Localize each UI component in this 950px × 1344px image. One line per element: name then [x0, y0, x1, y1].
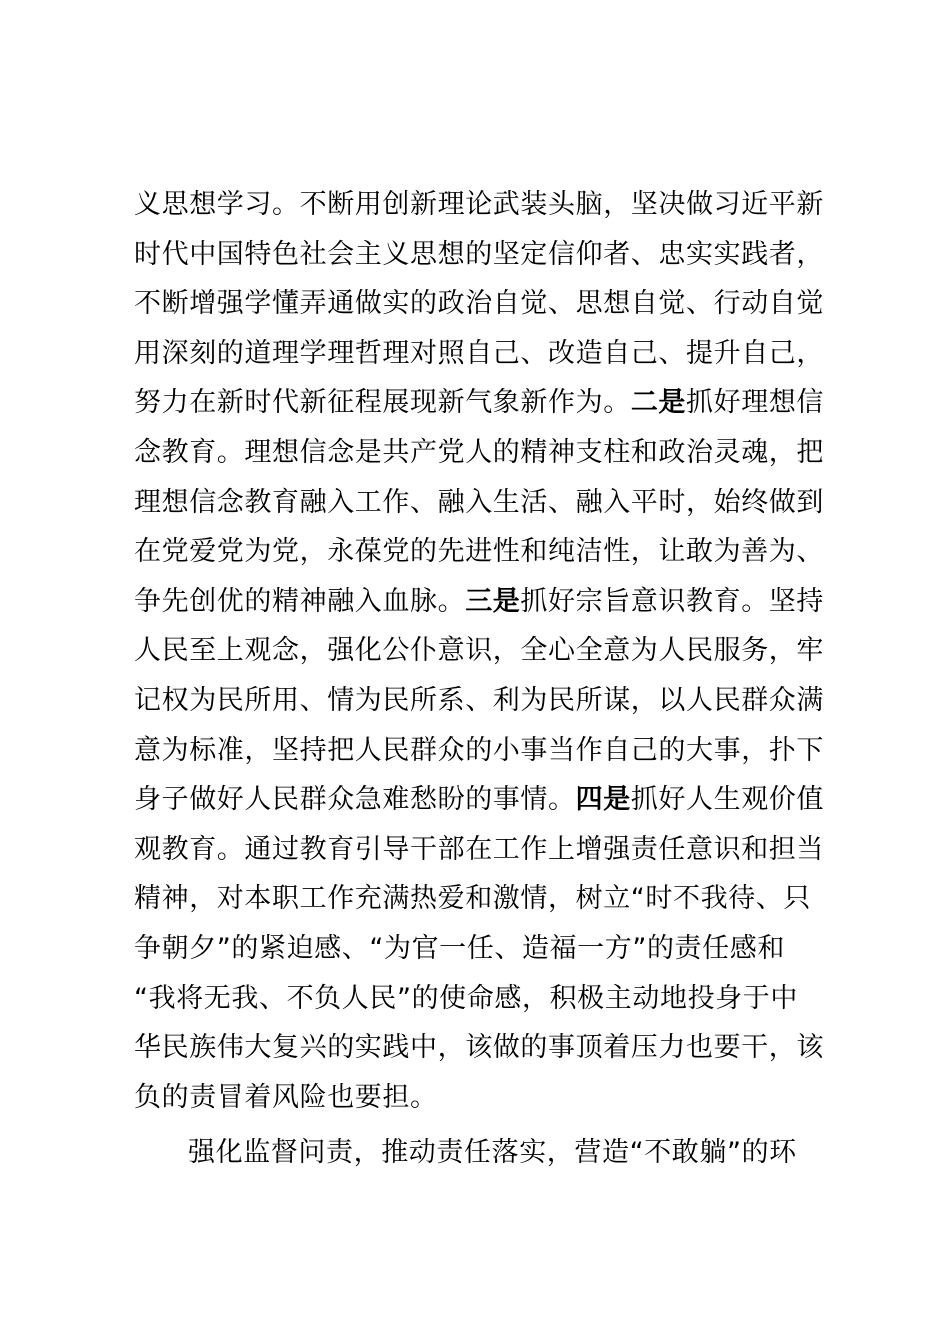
text-line: 观教育。通过教育引导干部在工作上增强责任意识和担当	[134, 833, 824, 865]
bold-marker: 三是	[465, 585, 521, 617]
text-run: 身子做好人民群众急难愁盼的事情。	[134, 784, 576, 816]
text-line: 理想信念教育融入工作、融入生活、融入平时，始终做到	[134, 486, 824, 518]
bold-marker: 四是	[575, 784, 631, 816]
text-line: 时代中国特色社会主义思想的坚定信仰者、忠实实践者，	[134, 238, 824, 270]
text-line: 精神，对本职工作充满热爱和激情，树立“时不我待、只	[134, 883, 811, 915]
text-line: 争朝夕”的紧迫感、“为官一任、造福一方”的责任感和	[134, 932, 785, 964]
text-line: “我将无我、不负人民”的使命感，积极主动地投身于中	[134, 982, 798, 1014]
text-line: 念教育。理想信念是共产党人的精神支柱和政治灵魂，把	[134, 436, 824, 468]
text-run: 努力在新时代新征程展现新气象新作为。	[134, 387, 631, 419]
text-line: 在党爱党为党，永葆党的先进性和纯洁性，让敢为善为、	[134, 536, 824, 568]
text-line	[134, 775, 834, 825]
text-run: 抓好人生观价值	[630, 784, 825, 816]
text-line: 人民至上观念，强化公仆意识，全心全意为人民服务，牢	[134, 635, 824, 667]
text-line: 义思想学习。不断用创新理论武装头脑，坚决做习近平新	[134, 189, 824, 220]
text-line: 用深刻的道理学理哲理对照自己、改造自己、提升自己，	[134, 337, 824, 369]
text-line: 华民族伟大复兴的实践中，该做的事顶着压力也要干，该	[134, 1032, 824, 1064]
text-run: 抓好理想信	[686, 387, 825, 419]
body-text	[134, 180, 834, 1178]
text-line	[134, 577, 834, 627]
text-line	[134, 378, 834, 428]
text-run: 抓好宗旨意识教育。坚持	[520, 585, 825, 617]
text-line: 记权为民所用、情为民所系、利为民所谋，以人民群众满	[134, 684, 824, 716]
text-line: 意为标准，坚持把人民群众的小事当作自己的大事，扑下	[134, 734, 824, 766]
text-line: 不断增强学懂弄通做实的政治自觉、思想自觉、行动自觉	[134, 288, 824, 320]
text-run: 争先创优的精神融入血脉。	[134, 585, 466, 617]
text-line: 负的责冒着风险也要担。	[134, 1081, 438, 1113]
paragraph-start: 强化监督问责，推动责任落实，营造“不敢躺”的环	[188, 1137, 797, 1169]
bold-marker: 二是	[630, 387, 687, 419]
